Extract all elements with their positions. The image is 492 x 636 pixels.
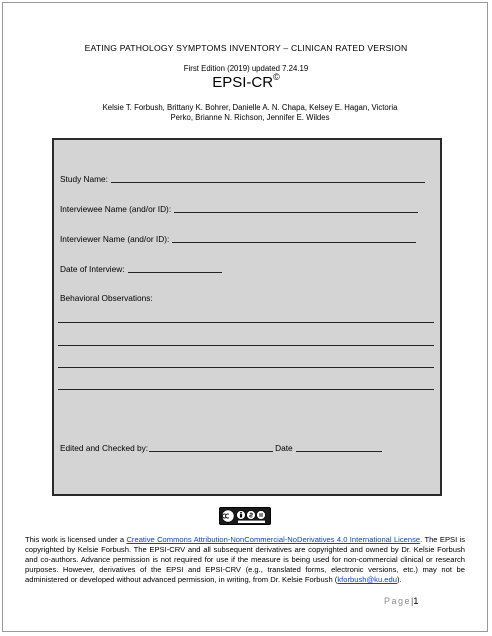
interviewer-label: Interviewer Name (and/or ID):	[60, 234, 170, 244]
page-number-value: 1	[413, 596, 419, 606]
page-word: Page	[384, 596, 412, 606]
observations-line-2[interactable]	[58, 345, 434, 346]
observations-label: Behavioral Observations:	[60, 293, 153, 303]
author-list	[60, 103, 440, 123]
observations-line-1[interactable]	[58, 322, 434, 323]
edition-line: First Edition (2019) updated 7.24.19	[183, 64, 309, 73]
interviewer-field	[60, 234, 416, 244]
document-title: EATING PATHOLOGY SYMPTOMS INVENTORY – CLINICAN RATED VERSION	[84, 43, 408, 53]
copyright-mark: ©	[273, 72, 280, 82]
license-prefix: This work is licensed under a	[25, 535, 127, 544]
date-input-line[interactable]	[128, 272, 222, 273]
license-suffix: ).	[396, 575, 402, 584]
observations-field	[60, 293, 153, 303]
interview-form-box	[52, 138, 442, 496]
date2-label: Date	[275, 443, 293, 453]
study-name-label: Study Name:	[60, 174, 108, 184]
interviewee-field	[60, 204, 418, 214]
license-body: . The EPSI is copyrighted by Kelsie Forbush. The EPSI-CRV and all subsequent derivatives are copyrighted and owned by Dr. Kelsie Forbush and co-authors. Advance permission is not required for use if the measure is being used for non-commercial clinical or research purposes. However, derivatives of the EPSI and EPSI-CRV (e.g., translated forms, electronic versions, etc.) may not be administered or developed without advanced permission, in writing, from Dr. Kelsie Forbush (	[25, 535, 466, 584]
authors-line-2: Perko, Brianne N. Richson, Jennifer E. Wildes	[170, 113, 330, 122]
acronym-text: EPSI-CR	[212, 74, 274, 91]
interviewer-input-line[interactable]	[172, 242, 416, 243]
cc-by-nc-nd-icon	[219, 507, 271, 525]
instrument-acronym	[0, 74, 492, 91]
license-statement	[25, 535, 465, 585]
study-name-field	[60, 174, 425, 184]
page-separator: |	[411, 596, 414, 606]
date-field	[60, 264, 222, 274]
authors-line-1: Kelsie T. Forbush, Brittany K. Bohrer, Danielle A. N. Chapa, Kelsey E. Hagan, Victoria	[102, 103, 398, 112]
interviewee-label: Interviewee Name (and/or ID):	[60, 204, 172, 214]
observations-line-3[interactable]	[58, 367, 434, 368]
date2-input-line[interactable]	[296, 451, 382, 452]
interviewee-input-line[interactable]	[174, 212, 418, 213]
edited-label: Edited and Checked by:	[60, 443, 149, 453]
edited-input-line[interactable]	[149, 451, 273, 452]
date-label: Date of Interview:	[60, 264, 125, 274]
page-number	[384, 596, 418, 606]
cc-license-link[interactable]: Creative Commons Attribution-NonCommercial-NoDerivatives 4.0 International License	[126, 535, 421, 544]
study-name-input-line[interactable]	[111, 182, 425, 183]
edited-checked-field	[60, 443, 382, 453]
email-link[interactable]: kforbush@ku.edu	[337, 575, 397, 584]
observations-line-4[interactable]	[58, 389, 434, 390]
